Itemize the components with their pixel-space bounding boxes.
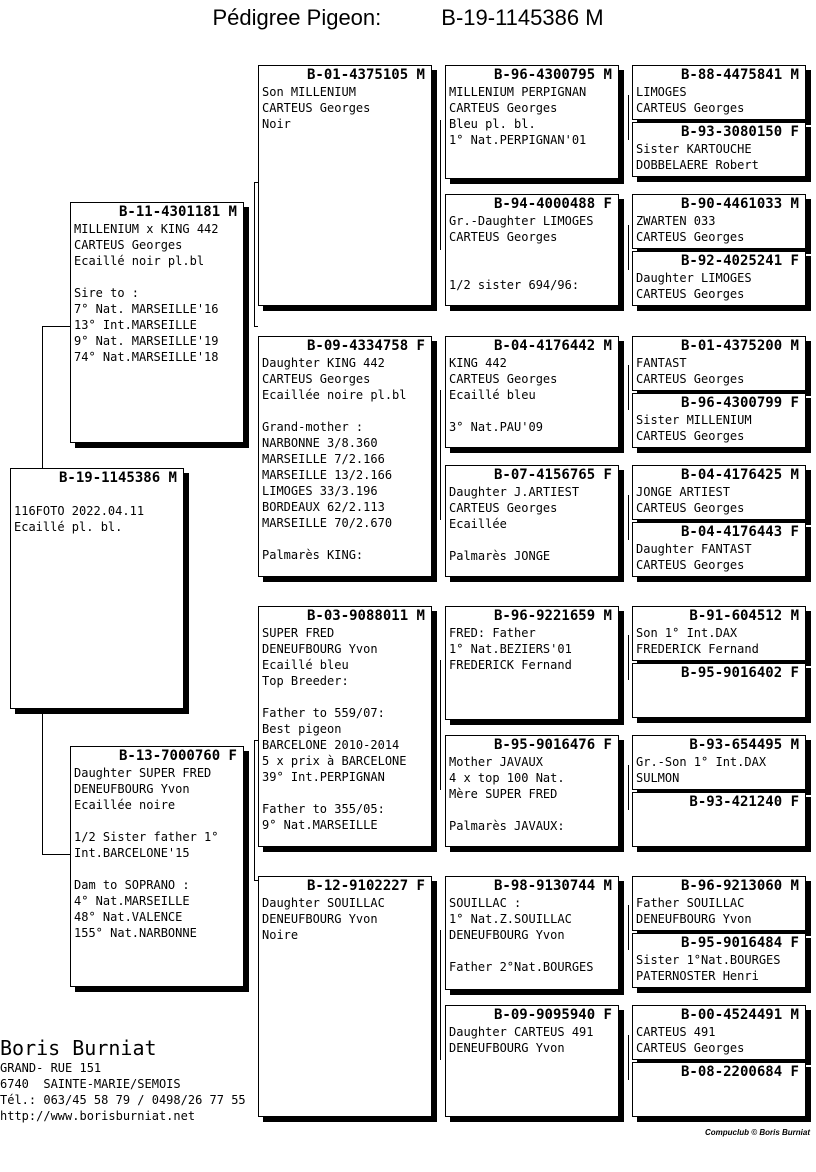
- pigeon-details: [633, 810, 805, 811]
- title-label: Pédigree Pigeon:: [212, 5, 382, 30]
- pigeon-details: Daughter SUPER FRED DENEUFBOURG Yvon Ecaillée noire 1/2 Sister father 1° Int.BARCELONE'15 Dam to SOPRANO : 4° Nat.MARSEILLE 48° Nat.VALENCE 155° Nat.NARBONNE: [74, 766, 219, 940]
- pigeon-details: Sister 1°Nat.BOURGES PATERNOSTER Henri: [636, 953, 781, 983]
- pigeon-details: Son 1° Int.DAX FREDERICK Fernand: [636, 626, 759, 656]
- pigeon-details: FANTAST CARTEUS Georges: [636, 356, 745, 386]
- pigeon-details: Son MILLENIUM CARTEUS Georges Noir: [262, 85, 371, 131]
- ring-number: B-08-2200684 F: [680, 1064, 799, 1080]
- ring-number: B-09-4334758 F: [306, 338, 425, 354]
- pigeon-details: Daughter FANTAST CARTEUS Georges: [636, 542, 752, 572]
- pigeon-details: [633, 681, 805, 682]
- ancestor-card: [632, 933, 806, 988]
- sire-card: [70, 202, 244, 443]
- ancestor-card: [632, 393, 806, 448]
- ring-number: B-93-3080150 F: [680, 124, 799, 140]
- website-link[interactable]: http://www.borisburniat.net: [0, 1109, 196, 1123]
- ancestor-card: [632, 251, 806, 306]
- pigeon-details: Daughter KING 442 CARTEUS Georges Ecaillée noire pl.bl Grand-mother : NARBONNE 3/8.360 MARSEILLE 7/2.166 MARSEILLE 13/2.166 LIMOGES 33/3.196 BORDEAUX 62/2.113 MARSEILLE 70/2.670 Palmarès KING:: [262, 356, 407, 562]
- ring-number: B-93-654495 M: [689, 737, 799, 753]
- ring-number: B-93-421240 F: [689, 794, 799, 810]
- connector: [628, 635, 629, 680]
- address-line: GRAND- RUE 151: [0, 1061, 102, 1075]
- pigeon-details: LIMOGES CARTEUS Georges: [636, 85, 745, 115]
- ring-number: B-04-4176443 F: [680, 524, 799, 540]
- ring-number: B-12-9102227 F: [306, 878, 425, 894]
- grandparent-card: [258, 876, 432, 1117]
- ring-number: B-95-9016402 F: [680, 665, 799, 681]
- ancestor-card: [632, 122, 806, 177]
- ancestor-card: [632, 65, 806, 120]
- pigeon-details: FRED: Father 1° Nat.BEZIERS'01 FREDERICK Fernand: [449, 626, 572, 672]
- connector: [628, 495, 629, 540]
- connector: [628, 365, 629, 410]
- ring-number: B-88-4475841 M: [680, 67, 799, 83]
- ancestor-card: [632, 336, 806, 391]
- great-grandparent-card: [445, 336, 619, 448]
- pigeon-details: Gr.-Son 1° Int.DAX SULMON: [636, 755, 767, 785]
- connector: [628, 225, 629, 270]
- pigeon-details: SUPER FRED DENEUFBOURG Yvon Ecaillé bleu Top Breeder: Father to 559/07: Best pigeon BARCELONE 2010-2014 5 x prix à BARCELONE 39° Int.PERPIGNAN Father to 355/05: 9° Nat.MARSEILLE: [262, 626, 407, 832]
- great-grandparent-card: [445, 65, 619, 179]
- connector: [628, 765, 629, 810]
- great-grandparent-card: [445, 606, 619, 720]
- pigeon-details: Mother JAVAUX 4 x top 100 Nat. Mère SUPER FRED Palmarès JAVAUX:: [449, 755, 565, 833]
- address-line: 6740 SAINTE-MARIE/SEMOIS: [0, 1077, 181, 1091]
- pigeon-details: Daughter CARTEUS 491 DENEUFBOURG Yvon: [449, 1025, 594, 1055]
- connector: [440, 930, 441, 1060]
- ancestor-card: [632, 1062, 806, 1117]
- phone-line: Tél.: 063/45 58 79 / 0498/26 77 55: [0, 1093, 246, 1107]
- ring-number: B-91-604512 M: [689, 608, 799, 624]
- ring-number: B-09-9095940 F: [493, 1007, 612, 1023]
- breeder-address: [0, 1036, 246, 1124]
- ring-number: B-94-4000488 F: [493, 196, 612, 212]
- connector: [42, 326, 43, 470]
- ring-number: B-04-4176425 M: [680, 467, 799, 483]
- ancestor-card: [632, 465, 806, 520]
- pigeon-details: [633, 1080, 805, 1081]
- connector: [254, 740, 255, 880]
- connector: [440, 660, 441, 790]
- pigeon-details: CARTEUS 491 CARTEUS Georges: [636, 1025, 745, 1055]
- connector: [440, 390, 441, 520]
- pigeon-details: Sister MILLENIUM CARTEUS Georges: [636, 413, 752, 443]
- ring-number: B-13-7000760 F: [118, 748, 237, 764]
- ancestor-card: [632, 876, 806, 931]
- ancestor-card: [632, 194, 806, 249]
- pigeon-details: Father SOUILLAC DENEUFBOURG Yvon: [636, 896, 752, 926]
- ring-number: B-90-4461033 M: [680, 196, 799, 212]
- grandparent-card: [258, 65, 432, 306]
- pigeon-details: Gr.-Daughter LIMOGES CARTEUS Georges 1/2 sister 694/96:: [449, 214, 594, 292]
- ring-number: B-95-9016476 F: [493, 737, 612, 753]
- ring-number: B-92-4025241 F: [680, 253, 799, 269]
- pigeon-details: MILLENIUM x KING 442 CARTEUS Georges Ecaillé noir pl.bl Sire to : 7° Nat. MARSEILLE'16 13° Int.MARSEILLE 9° Nat. MARSEILLE'19 74° Nat.MARSEILLE'18: [74, 222, 219, 364]
- ancestor-card: [632, 1005, 806, 1060]
- pigeon-details: Daughter LIMOGES CARTEUS Georges: [636, 271, 752, 301]
- great-grandparent-card: [445, 465, 619, 577]
- ring-number: B-96-9221659 M: [493, 608, 612, 624]
- connector: [42, 326, 70, 327]
- pigeon-details: KING 442 CARTEUS Georges Ecaillé bleu 3° Nat.PAU'09: [449, 356, 558, 434]
- connector: [628, 1035, 629, 1080]
- ancestor-card: [632, 606, 806, 661]
- copyright-note: Compuclub © Boris Burniat: [704, 1128, 810, 1137]
- connector: [42, 854, 70, 855]
- ring-number: B-96-9213060 M: [680, 878, 799, 894]
- pigeon-details: MILLENIUM PERPIGNAN CARTEUS Georges Bleu pl. bl. 1° Nat.PERPIGNAN'01: [449, 85, 587, 147]
- pigeon-details: SOUILLAC : 1° Nat.Z.SOUILLAC DENEUFBOURG Yvon Father 2°Nat.BOURGES: [449, 896, 594, 974]
- grandparent-card: [258, 606, 432, 847]
- ring-number: B-98-9130744 M: [493, 878, 612, 894]
- connector: [628, 95, 629, 140]
- ring-number: B-11-4301181 M: [118, 204, 237, 220]
- title-ring: B-19-1145386 M: [441, 5, 604, 30]
- breeder-name: Boris Burniat: [0, 1036, 157, 1060]
- connector: [628, 905, 629, 950]
- page-title: [0, 5, 816, 31]
- ancestor-card: [632, 792, 806, 847]
- connector: [254, 326, 258, 327]
- connector: [42, 710, 43, 854]
- great-grandparent-card: [445, 194, 619, 306]
- ancestor-card: [632, 663, 806, 718]
- pigeon-details: 116FOTO 2022.04.11 Ecaillé pl. bl.: [14, 504, 145, 534]
- connector: [440, 120, 441, 250]
- ancestor-card: [632, 735, 806, 790]
- pigeon-details: Daughter J.ARTIEST CARTEUS Georges Ecaillée Palmarès JONGE: [449, 485, 580, 563]
- great-grandparent-card: [445, 876, 619, 990]
- connector: [254, 182, 255, 326]
- ring-number: B-95-9016484 F: [680, 935, 799, 951]
- ring-number: B-96-4300795 M: [493, 67, 612, 83]
- ancestor-card: [632, 522, 806, 577]
- dam-card: [70, 746, 244, 987]
- pigeon-details: JONGE ARTIEST CARTEUS Georges: [636, 485, 745, 515]
- great-grandparent-card: [445, 1005, 619, 1117]
- ring-number: B-01-4375200 M: [680, 338, 799, 354]
- great-grandparent-card: [445, 735, 619, 847]
- subject-card: [10, 468, 184, 709]
- ring-number: B-04-4176442 M: [493, 338, 612, 354]
- ring-number: B-07-4156765 F: [493, 467, 612, 483]
- ring-number: B-01-4375105 M: [306, 67, 425, 83]
- pigeon-details: Daughter SOUILLAC DENEUFBOURG Yvon Noire: [262, 896, 385, 942]
- pigeon-details: Sister KARTOUCHE DOBBELAERE Robert: [636, 142, 759, 172]
- pigeon-details: ZWARTEN 033 CARTEUS Georges: [636, 214, 745, 244]
- grandparent-card: [258, 336, 432, 577]
- ring-number: B-96-4300799 F: [680, 395, 799, 411]
- ring-number: B-03-9088011 M: [306, 608, 425, 624]
- ring-number: B-00-4524491 M: [680, 1007, 799, 1023]
- ring-number: B-19-1145386 M: [58, 470, 177, 486]
